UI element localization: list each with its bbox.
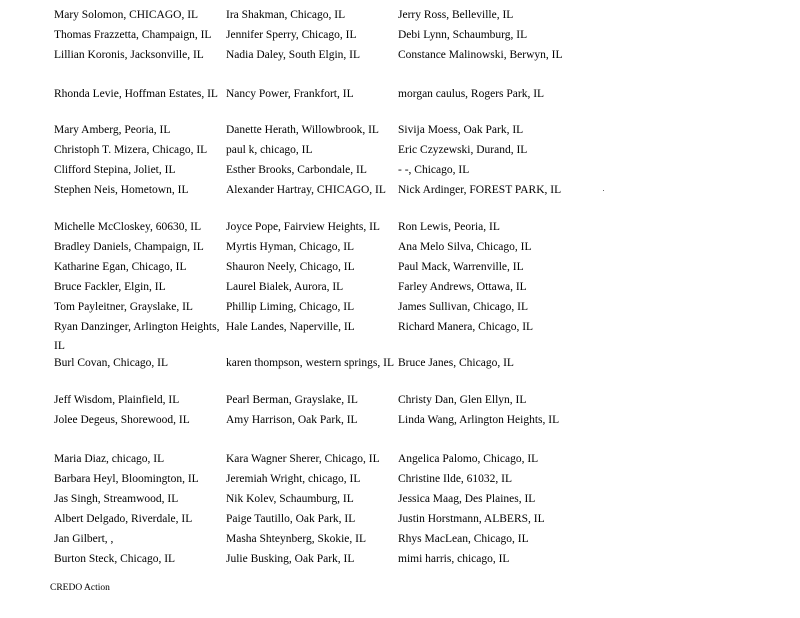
signer-entry: Bradley Daniels, Champaign, IL (54, 241, 204, 253)
signer-entry: Masha Shteynberg, Skokie, IL (226, 533, 367, 545)
signer-entry: Jan Gilbert, , (54, 533, 114, 545)
signer-entry: Paige Tautillo, Oak Park, IL (226, 513, 356, 525)
table-row (54, 510, 574, 529)
signer-entry: Constance Malinowski, Berwyn, IL (398, 49, 563, 61)
signer-entry: morgan caulus, Rogers Park, IL (398, 88, 545, 100)
signer-entry: Mary Amberg, Peoria, IL (54, 124, 171, 136)
signer-entry: Jas Singh, Streamwood, IL (54, 493, 179, 505)
signer-entry: paul k, chicago, IL (226, 144, 313, 156)
table-row (54, 450, 574, 469)
footer-org-name: CREDO Action (50, 583, 110, 593)
signer-entry: Tom Payleitner, Grayslake, IL (54, 301, 193, 313)
table-row (54, 46, 574, 65)
signer-entry: Jennifer Sperry, Chicago, IL (226, 29, 357, 41)
signer-entry: Nancy Power, Frankfort, IL (226, 88, 354, 100)
signer-entry: Linda Wang, Arlington Heights, IL (398, 414, 560, 426)
table-row (54, 411, 574, 430)
signer-entry: Bruce Fackler, Elgin, IL (54, 281, 166, 293)
signer-entry: James Sullivan, Chicago, IL (398, 301, 528, 313)
signer-entry: - -, Chicago, IL (398, 164, 470, 176)
signer-entry: Albert Delgado, Riverdale, IL (54, 513, 193, 525)
signer-entry: karen thompson, western springs, IL (226, 357, 394, 369)
signer-entry: Alexander Hartray, CHICAGO, IL (226, 184, 386, 196)
signer-entry: Christy Dan, Glen Ellyn, IL (398, 394, 527, 406)
table-row (54, 6, 574, 25)
signer-entry: Lillian Koronis, Jacksonville, IL (54, 49, 204, 61)
table-row (54, 161, 574, 180)
signer-entry: Angelica Palomo, Chicago, IL (398, 453, 539, 465)
signer-entry: Michelle McCloskey, 60630, IL (54, 221, 202, 233)
table-row (54, 278, 574, 297)
signer-entry: Christoph T. Mizera, Chicago, IL (54, 144, 208, 156)
table-row (54, 258, 574, 277)
signer-entry: Maria Diaz, chicago, IL (54, 453, 165, 465)
signer-entry: Barbara Heyl, Bloomington, IL (54, 473, 199, 485)
signer-entry: Justin Horstmann, ALBERS, IL (398, 513, 545, 525)
signer-entry: Jeff Wisdom, Plainfield, IL (54, 394, 180, 406)
signer-entry: Farley Andrews, Ottawa, IL (398, 281, 527, 293)
signer-entry: Clifford Stepina, Joliet, IL (54, 164, 176, 176)
signer-entry: Laurel Bialek, Aurora, IL (226, 281, 344, 293)
signer-entry: Nik Kolev, Schaumburg, IL (226, 493, 354, 505)
table-row (54, 318, 574, 356)
table-row (54, 141, 574, 160)
signer-entry: Ryan Danzinger, Arlington Heights, IL (54, 321, 220, 352)
signer-entry: Eric Czyzewski, Durand, IL (398, 144, 528, 156)
signer-entry: Jerry Ross, Belleville, IL (398, 9, 514, 21)
signer-entry: Bruce Janes, Chicago, IL (398, 357, 514, 369)
signer-entry: Stephen Neis, Hometown, IL (54, 184, 189, 196)
signer-entry: Nick Ardinger, FOREST PARK, IL (398, 184, 562, 196)
signer-entry: Ana Melo Silva, Chicago, IL (398, 241, 532, 253)
signer-entry: Joyce Pope, Fairview Heights, IL (226, 221, 380, 233)
signer-entry: Thomas Frazzetta, Champaign, IL (54, 29, 212, 41)
signer-entry: Ira Shakman, Chicago, IL (226, 9, 346, 21)
signer-entry: Burton Steck, Chicago, IL (54, 553, 176, 565)
table-row (54, 121, 574, 140)
signer-entry: Jeremiah Wright, chicago, IL (226, 473, 361, 485)
table-row (54, 26, 574, 45)
table-row (54, 298, 574, 317)
signer-entry: Jessica Maag, Des Plaines, IL (398, 493, 536, 505)
table-row (54, 181, 574, 200)
signer-entry: Katharine Egan, Chicago, IL (54, 261, 187, 273)
signer-entry: Pearl Berman, Grayslake, IL (226, 394, 358, 406)
signer-entry: Phillip Liming, Chicago, IL (226, 301, 355, 313)
signer-entry: Danette Herath, Willowbrook, IL (226, 124, 379, 136)
table-row (54, 238, 574, 257)
signer-entry: Debi Lynn, Schaumburg, IL (398, 29, 528, 41)
signer-entry: Myrtis Hyman, Chicago, IL (226, 241, 355, 253)
signer-entry: Hale Landes, Naperville, IL (226, 321, 355, 333)
signer-entry: Jolee Degeus, Shorewood, IL (54, 414, 190, 426)
table-row (54, 550, 574, 569)
signer-entry: Shauron Neely, Chicago, IL (226, 261, 355, 273)
signer-entry: Richard Manera, Chicago, IL (398, 321, 534, 333)
signer-entry: Nadia Daley, South Elgin, IL (226, 49, 361, 61)
signer-entry: Rhonda Levie, Hoffman Estates, IL (54, 88, 218, 100)
signer-entry: Amy Harrison, Oak Park, IL (226, 414, 358, 426)
signer-entry: Esther Brooks, Carbondale, IL (226, 164, 367, 176)
table-row (54, 218, 574, 237)
stray-mark (603, 190, 604, 191)
signer-entry: Julie Busking, Oak Park, IL (226, 553, 355, 565)
signer-entry: Burl Covan, Chicago, IL (54, 357, 169, 369)
table-row (54, 85, 574, 104)
table-row (54, 354, 574, 373)
signer-entry: mimi harris, chicago, IL (398, 553, 510, 565)
signer-entry: Mary Solomon, CHICAGO, IL (54, 9, 199, 21)
signer-entry: Christine Ilde, 61032, IL (398, 473, 513, 485)
signer-entry: Kara Wagner Sherer, Chicago, IL (226, 453, 380, 465)
signer-entry: Ron Lewis, Peoria, IL (398, 221, 500, 233)
table-row (54, 490, 574, 509)
table-row (54, 391, 574, 410)
table-row (54, 470, 574, 489)
signer-entry: Sivija Moess, Oak Park, IL (398, 124, 524, 136)
table-row (54, 530, 574, 549)
signer-entry: Paul Mack, Warrenville, IL (398, 261, 524, 273)
signer-entry: Rhys MacLean, Chicago, IL (398, 533, 529, 545)
